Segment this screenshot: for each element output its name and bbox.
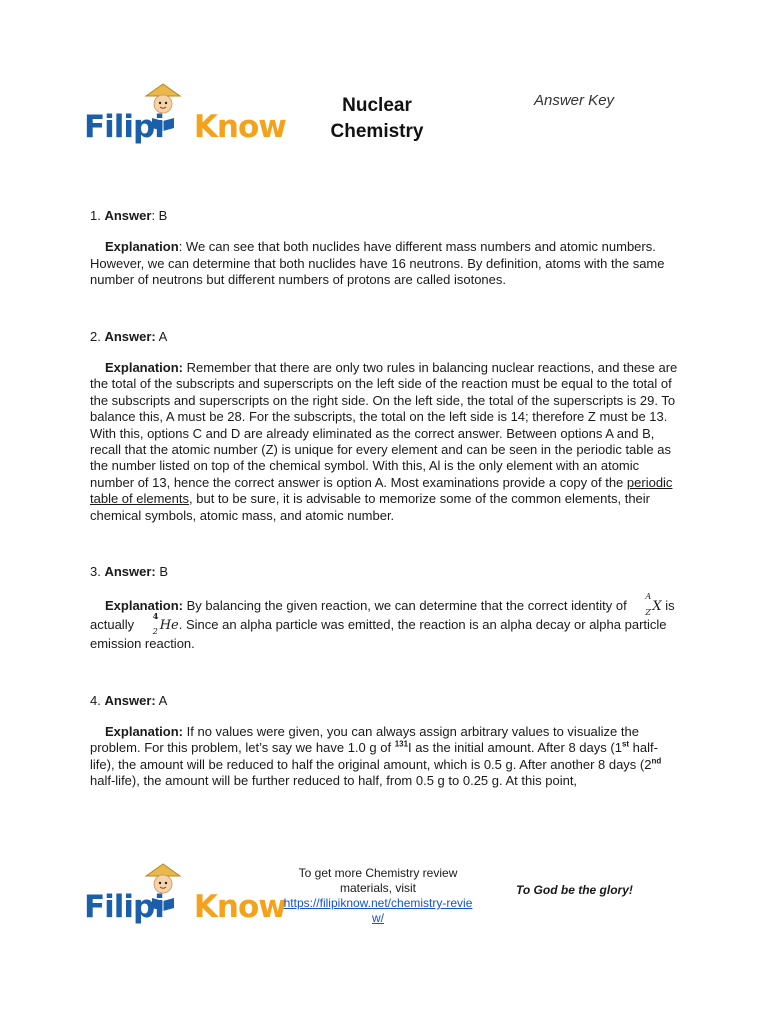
question-1-answer [90,208,678,224]
q3-expl-text-1: By balancing the given reaction, we can determine that the correct identity of [183,597,631,613]
footer-review-link[interactable]: https://filipiknow.net/chemistry-review/ [283,896,473,925]
q3-answer-value: B [155,564,169,580]
title-line-1: Nuclear [342,95,412,116]
q4-expl-label: Explanation: [105,723,184,739]
q3-expl-label: Explanation: [105,597,184,613]
question-2-explanation [90,360,678,524]
iodine-mass-number: 131 [394,739,409,749]
question-2-answer [90,329,678,345]
q4-answer-label: Answer: [104,692,156,708]
title-line-2: Chemistry [330,121,424,142]
question-4-answer [90,693,678,709]
q1-answer-label: Answer [104,208,152,223]
q2-expl-text-1: Remember that there are only two rules in balancing nuclear reactions, and these are the total of the subscripts and superscripts on the left side of the reaction must be equal to the total of the subscripts and superscripts on the right side. On the left side, the total of the superscripts is 29. To balance this, A must be 28. For the subscripts, the total on the left side is 14; therefore Z must be 13. With this, options C and D are already eliminated as the correct answer. Between options A and B, recall that the atomic number (Z) is unique for every element and can be seen in the periodic table as the number listed on top of the chemical symbol. With this, Al is the only element with an atomic number of 13, hence the correct answer is option A. Most examinations provide a copy of the [90,360,678,490]
q4-expl-text-3: half-life), the amount will be reduced to half the original amount, which is 0.5 g. After another 8 days (2 [90,740,658,772]
logo-text-filipi: Filipi [84,109,164,145]
logo-text-know: Know [193,889,286,925]
question-1-explanation [90,239,678,288]
periodic-table-link[interactable]: periodic table of elements [90,474,673,507]
answer-content [90,208,678,790]
q3-expl-text-2: is actually [90,597,675,632]
q2-number: 2. [90,328,101,344]
x-symbol: X [652,598,662,614]
question-3-answer [90,564,678,580]
footer-motto: To God be the glory! [516,883,633,897]
q4-answer-value: A [155,692,168,708]
q4-expl-text-1: If no values were given, you can always assign arbitrary values to visualize the problem. For this problem, let’s say we have 1.0 g of [90,723,639,756]
he-mass-number: 4 [152,610,159,621]
logo-text-know: Know [193,109,286,145]
answer-key-label: Answer Key [534,92,615,109]
q2-answer-value: A [155,328,168,344]
q4-expl-text-2: I as the initial amount. After 8 days (1 [408,740,622,756]
filipiknow-logo [84,82,286,146]
ordinal-nd: nd [651,756,662,766]
logo-text-filipi: Filipi [84,889,164,925]
q2-answer-label: Answer: [104,328,156,344]
ordinal-st: st [621,739,630,749]
logo-wordmark-footer [84,889,286,925]
q4-expl-text-4: half-life), the amount will be further reduced to half, from 0.5 g to 0.25 g. At this point, [90,773,578,789]
q2-expl-label: Explanation: [105,360,184,376]
q3-answer-label: Answer: [104,564,156,580]
q3-expl-text-3: . Since an alpha particle was emitted, the reaction is an alpha decay or alpha particle emission reaction. [90,616,667,651]
footer-promo-text: To get more Chemistry review materials, visit [298,866,458,895]
x-atomic-number: Z [645,607,651,617]
helium-notation [138,610,179,636]
q3-number: 3. [90,564,101,580]
q4-number: 4. [90,692,101,708]
logo-wordmark [84,109,286,145]
question-4-explanation [90,724,678,790]
q2-expl-text-2: , but to be sure, it is advisable to memorize some of the common elements, their chemical symbols, atomic mass, and atomic number. [90,491,651,523]
x-mass-number: A [645,591,652,601]
q1-number: 1. [90,208,101,223]
he-symbol: He [159,617,179,633]
filipiknow-logo-footer [84,862,286,926]
q1-answer-value: : B [151,208,168,223]
question-3-explanation [90,591,678,653]
nuclide-x-notation [630,591,662,617]
q1-expl-text: : We can see that both nuclides have different mass numbers and atomic numbers. However, we can determine that both nuclides have 16 neutrons. By definition, atoms with the same number of neutrons but different numbers of protons are called isotones. [90,239,665,288]
footer-promo [278,866,478,926]
he-atomic-number: 2 [152,626,158,636]
page-title [318,93,436,145]
q1-expl-label: Explanation [105,239,179,255]
